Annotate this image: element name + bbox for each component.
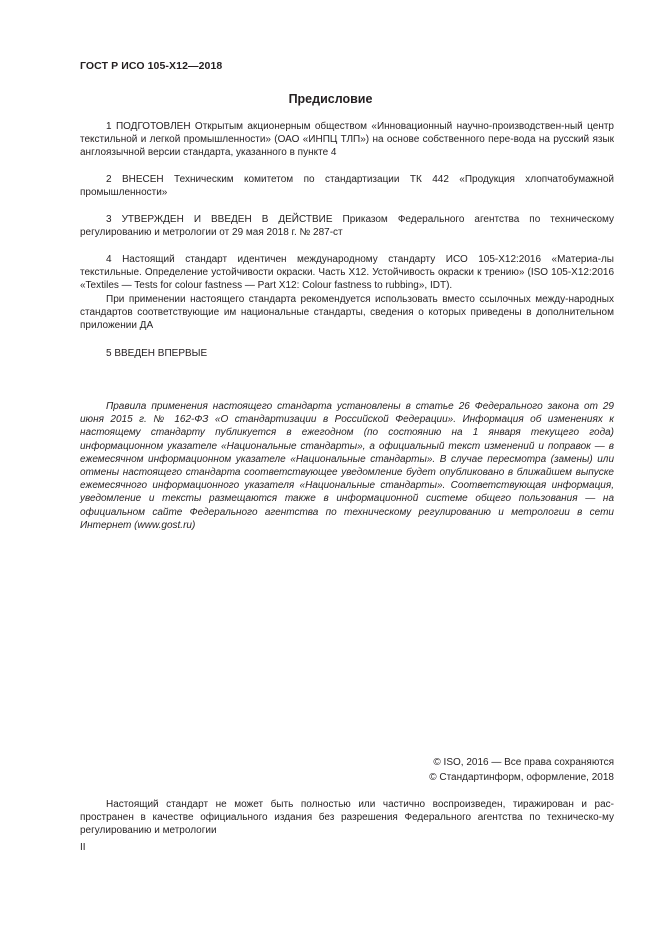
item-1 xyxy=(80,120,614,160)
item-3-text: 3 УТВЕРЖДЕН И ВВЕДЕН В ДЕЙСТВИЕ Приказом Федерального агентства по техническому регулированию и метрологии от 29 мая 2018 г. № 287-ст xyxy=(80,214,614,239)
page-title: Предисловие xyxy=(288,92,373,106)
standard-code-header: ГОСТ Р ИСО 105-X12—2018 xyxy=(80,60,223,72)
item-2-text: 2 ВНЕСЕН Техническим комитетом по стандартизации ТК 442 «Продукция хлопчатобумажной промышленности» xyxy=(80,174,614,199)
application-rules-notice: Правила применения настоящего стандарта установлены в статье 26 Федерального закона от 29 июня 2015 г. № 162-ФЗ «О стандартизации в Российской Федерации». Информация об изменениях к настоящему стандарту публикуется в ежегодном (по состоянию на 1 января текущего года) информационном указателе «Национальные стандарты», а официальный текст изменений и поправок — в ежемесячном информационном указателе «Национальные стандарты». В случае пересмотра (замены) или отмены настоящего стандарта соответствующее уведомление будет опубликовано в ближайшем выпуске ежемесячного информационного указателя «Национальные стандарты». Соответствующая информация, уведомление и тексты размещаются также в информационной системе общего пользования — на официальном сайте Федерального агентства по техническому регулированию и метрологии в сети Интернет (www.gost.ru) xyxy=(80,401,614,531)
item-4 xyxy=(80,253,614,332)
copyright-standartinform: © Стандартинформ, оформление, 2018 xyxy=(429,772,614,783)
item-3 xyxy=(80,213,614,239)
item-5 xyxy=(80,347,614,360)
page-number: II xyxy=(80,842,86,853)
item-2 xyxy=(80,173,614,199)
item-4-text: 4 Настоящий стандарт идентичен международному стандарту ИСО 105-X12:2016 «Материа-лы текстильные. Определение устойчивости окраски. Часть X12. Устойчивость окраски к трению» (ISO 105-X12:2016 «Textiles — Tests for colour fastness — Part X12: Colour fastness to rubbing», IDT). xyxy=(80,254,614,292)
copyright-iso: © ISO, 2016 — Все права сохраняются xyxy=(433,757,614,768)
reproduction-restriction-note: Настоящий стандарт не может быть полностью или частично воспроизведен, тиражирован и рас-пространен в качестве официального издания без разрешения Федерального агентства по техническо-му регулированию и метрологии xyxy=(80,799,614,837)
item-5-text: 5 ВВЕДЕН ВПЕРВЫЕ xyxy=(106,348,208,359)
item-1-text: 1 ПОДГОТОВЛЕН Открытым акционерным обществом «Инновационный научно-производствен-ный центр текстильной и легкой промышленности» (ОАО «ИНПЦ ТЛП») на основе собственного пере-вода на русский язык англоязычной версии стандарта, указанного в пункте 4 xyxy=(80,121,614,159)
item-4-note: При применении настоящего стандарта рекомендуется использовать вместо ссылочных между-народных стандартов соответствующие им национальные стандарты, сведения о которых приведены в дополнительном приложении ДА xyxy=(80,293,614,332)
